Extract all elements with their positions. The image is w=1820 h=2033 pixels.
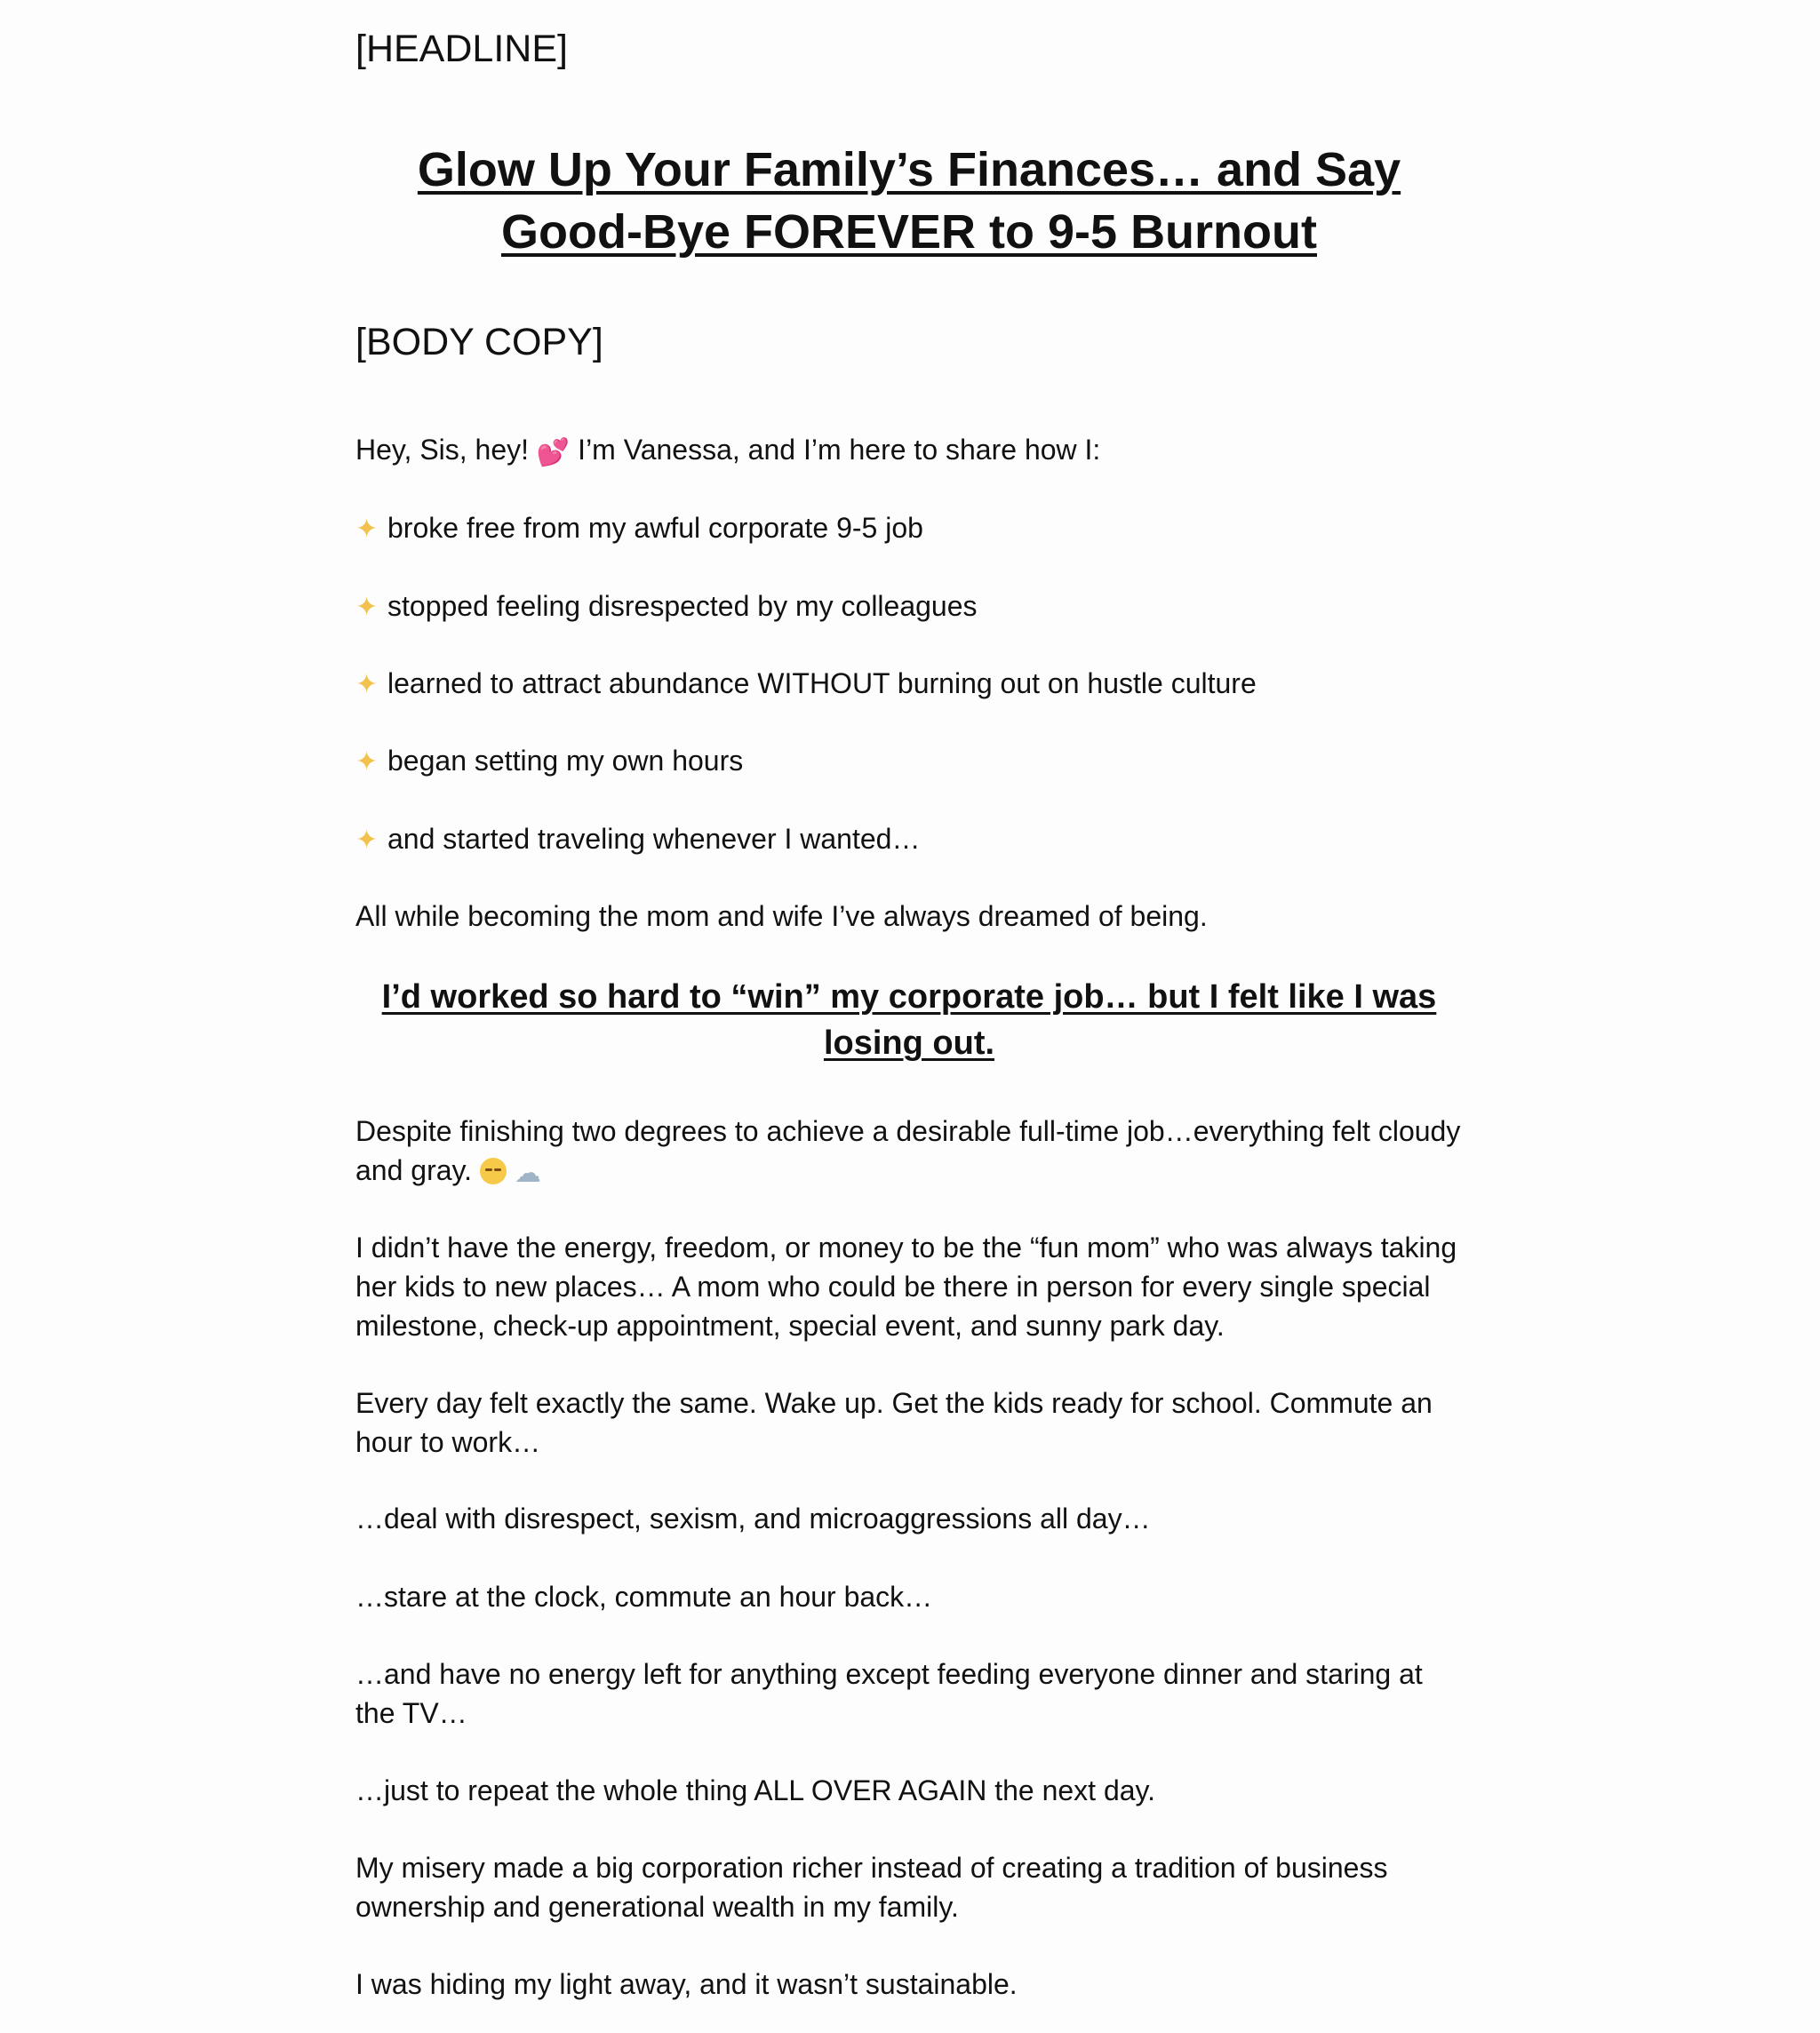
paragraph-degrees [355, 1112, 1463, 1193]
paragraph-every-day: Every day felt exactly the same. Wake up. Get the kids ready for school. Commute an hour to work… [355, 1387, 1433, 1458]
intro-text-after: I’m Vanessa, and I’m here to share how I: [570, 434, 1101, 466]
two-hearts-icon: 💕 [536, 438, 571, 467]
sparkles-icon: ✦ [355, 825, 379, 855]
intro-paragraph [355, 430, 1463, 473]
sparkles-icon: ✦ [355, 514, 379, 544]
paragraph-disrespect: …deal with disrespect, sexism, and microaggressions all day… [355, 1503, 1151, 1535]
sparkles-icon: ✦ [355, 593, 379, 622]
intro-text-before: Hey, Sis, hey! [355, 434, 537, 466]
paragraph-hiding-light: I was hiding my light away, and it wasn’t sustainable. [355, 1968, 1018, 2000]
rain-cloud-icon: ☁ [514, 1159, 541, 1188]
after-bullets-paragraph: All while becoming the mom and wife I’ve always dreamed of being. [355, 900, 1208, 932]
bullet-text: stopped feeling disrespected by my colleagues [387, 590, 978, 622]
bullet-item [355, 508, 923, 549]
section-tag-body-copy: [BODY COPY] [355, 321, 603, 363]
paragraph-misery: My misery made a big corporation richer instead of creating a tradition of business ownership and generational wealth in my family. [355, 1852, 1388, 1923]
bullet-text: and started traveling whenever I wanted… [387, 823, 921, 855]
bullet-text: learned to attract abundance WITHOUT burning out on hustle culture [387, 667, 1257, 699]
paragraph-fun-mom: I didn’t have the energy, freedom, or money to be the “fun mom” who was always taking her kids to new places… A mom who could be there in person for every single special milestone, check-up appointment, special event, and sunny park day. [355, 1232, 1457, 1342]
bullet-item [355, 664, 1257, 705]
section-tag-headline: [HEADLINE] [355, 28, 568, 70]
bullet-item [355, 586, 978, 627]
sparkles-icon: ✦ [355, 670, 379, 699]
bullet-text: began setting my own hours [387, 745, 744, 777]
pensive-face-icon [480, 1158, 507, 1184]
paragraph-no-energy: …and have no energy left for anything except feeding everyone dinner and staring at the TV… [355, 1658, 1423, 1729]
paragraph-degrees-text: Despite finishing two degrees to achieve a desirable full-time job…everything felt cloudy and gray. [355, 1115, 1461, 1186]
sparkles-icon: ✦ [355, 747, 379, 777]
paragraph-repeat: …just to repeat the whole thing ALL OVER AGAIN the next day. [355, 1774, 1156, 1806]
bullet-item [355, 741, 743, 782]
subheadline: I’d worked so hard to “win” my corporate job… but I felt like I was losing out. [381, 978, 1437, 1062]
paragraph-clock: …stare at the clock, commute an hour back… [355, 1581, 933, 1613]
headline: Glow Up Your Family’s Finances… and Say Good-Bye FOREVER to 9-5 Burnout [417, 143, 1401, 259]
bullet-text: broke free from my awful corporate 9-5 job [387, 512, 923, 544]
bullet-item [355, 819, 920, 860]
